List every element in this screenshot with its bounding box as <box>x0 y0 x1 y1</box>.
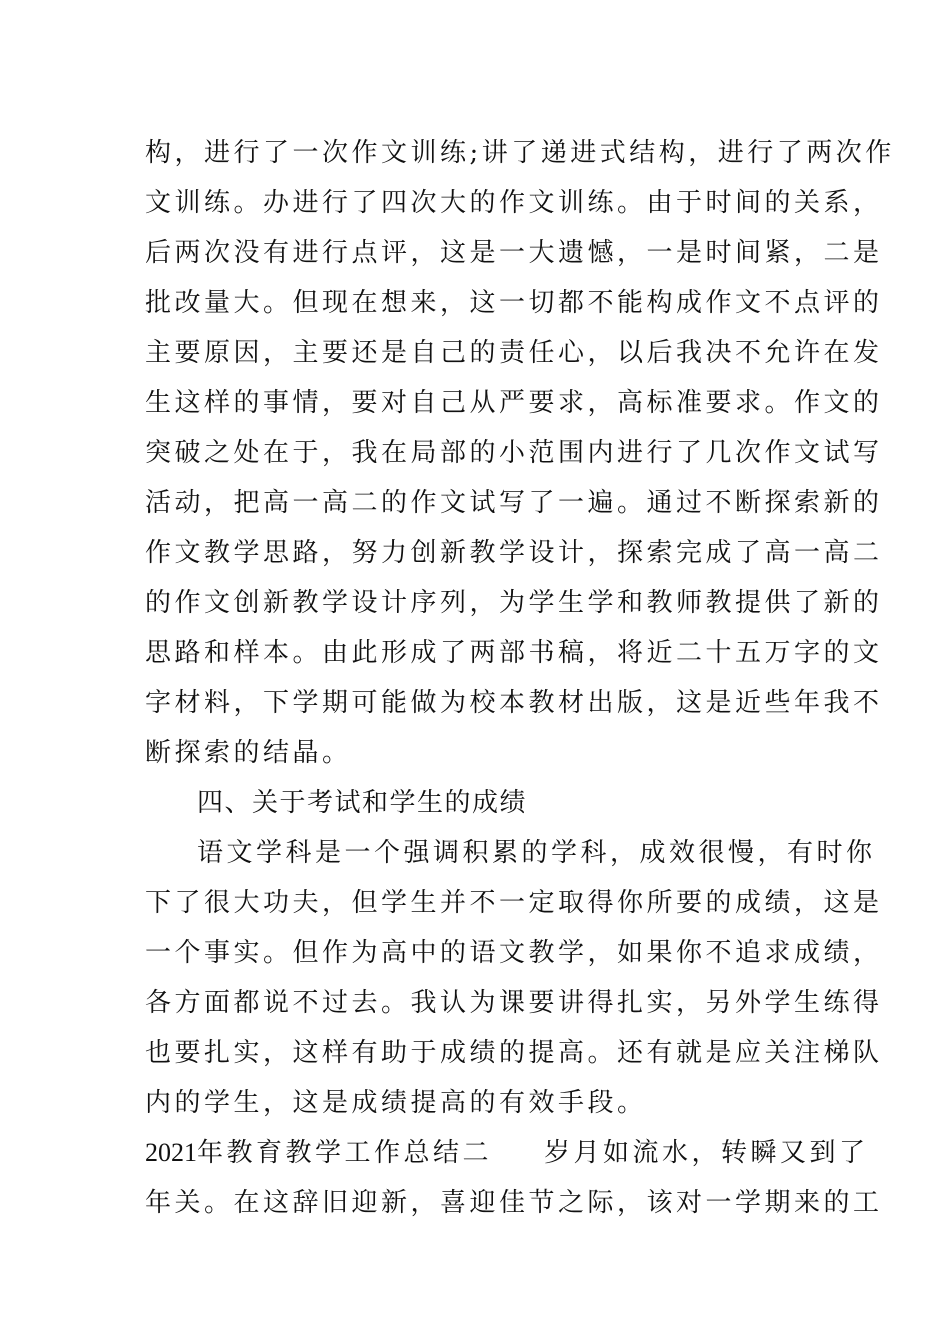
summary-lead: 岁月如流水，转瞬又到了 <box>544 1138 869 1168</box>
body-line-1: 构，进行了一次作文训练;讲了递进式结构，进行了两次作 <box>145 138 895 168</box>
section-line-1: 语文学科是一个强调积累的学科，成效很慢，有时你 <box>197 838 876 868</box>
section-line-6: 内的学生，这是成绩提高的有效手段。 <box>145 1088 647 1118</box>
body-line-3: 后两次没有进行点评，这是一大遗憾，一是时间紧，二是 <box>145 238 883 268</box>
body-line-2: 文训练。办进行了四次大的作文训练。由于时间的关系， <box>145 188 883 218</box>
body-line-7: 突破之处在于，我在局部的小范围内进行了几次作文试写 <box>145 438 883 468</box>
section-line-2: 下了很大功夫，但学生并不一定取得你所要的成绩，这是 <box>145 888 883 918</box>
body-line-12: 字材料，下学期可能做为校本教材出版，这是近些年我不 <box>145 688 883 718</box>
summary-year: 2021 <box>145 1138 197 1167</box>
body-line-6: 生这样的事情，要对自己从严要求，高标准要求。作文的 <box>145 388 883 418</box>
section-line-3: 一个事实。但作为高中的语文教学，如果你不追求成绩， <box>145 938 883 968</box>
body-line-4: 批改量大。但现在想来，这一切都不能构成作文不点评的 <box>145 288 883 318</box>
section-heading: 四、关于考试和学生的成绩 <box>197 788 528 818</box>
body-line-10: 的作文创新教学设计序列，为学生学和教师教提供了新的 <box>145 588 883 618</box>
body-line-11: 思路和样本。由此形成了两部书稿，将近二十五万字的文 <box>145 638 883 668</box>
section-line-5: 也要扎实，这样有助于成绩的提高。还有就是应关注梯队 <box>145 1038 883 1068</box>
body-line-13: 断探索的结晶。 <box>145 738 352 768</box>
section-line-4: 各方面都说不过去。我认为课要讲得扎实，另外学生练得 <box>145 988 883 1018</box>
summary-title: 年教育教学工作总结二 <box>197 1138 493 1168</box>
summary-line-2: 年关。在这辞旧迎新，喜迎佳节之际，该对一学期来的工 <box>145 1188 883 1218</box>
body-line-5: 主要原因，主要还是自己的责任心，以后我决不允许在发 <box>145 338 883 368</box>
body-line-9: 作文教学思路，努力创新教学设计，探索完成了高一高二 <box>145 538 883 568</box>
summary-title-line <box>145 1128 869 1178</box>
document-body <box>145 128 895 1228</box>
body-line-8: 活动，把高一高二的作文试写了一遍。通过不断探索新的 <box>145 488 883 518</box>
